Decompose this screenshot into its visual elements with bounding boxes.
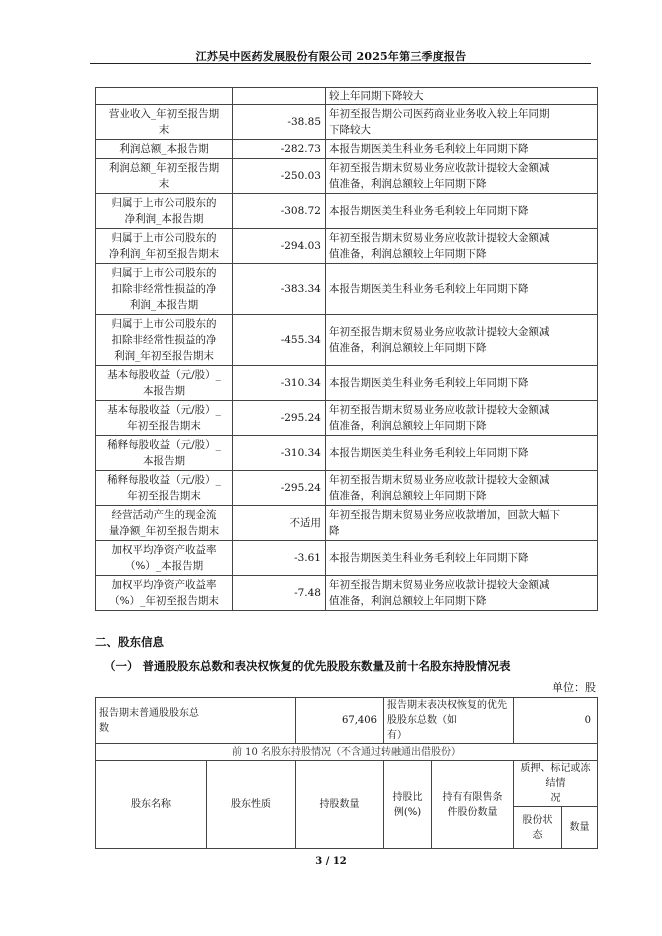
change-value-cell: -250.03	[233, 159, 326, 194]
total-holders-value: 67,406	[296, 698, 384, 744]
table-row-continuation	[96, 88, 598, 105]
table-row	[96, 105, 598, 140]
table-row	[96, 506, 598, 541]
change-value-cell: -282.73	[233, 140, 326, 159]
change-value-cell: -383.34	[233, 264, 326, 315]
table-row	[96, 541, 598, 576]
table-row	[96, 471, 598, 506]
reason-cell: 本报告期医美生科业务毛利较上年同期下降	[326, 194, 598, 229]
item-cell: 营业收入_年初至报告期 末	[96, 105, 233, 140]
reason-cell: 本报告期医美生科业务毛利较上年同期下降	[326, 264, 598, 315]
col-holder-nature: 股东性质	[207, 761, 296, 849]
reason-cell: 年初至报告期末贸易业务应收款计提较大金额减 值准备，利润总额较上年同期下降	[326, 576, 598, 611]
reason-cell: 年初至报告期末贸易业务应收款增加，回款大幅下 降	[326, 506, 598, 541]
change-value-cell: -38.85	[233, 105, 326, 140]
page-number: 3 / 12	[315, 856, 347, 867]
item-cell: 基本每股收益（元/股）_ 本报告期	[96, 366, 233, 401]
item-cell: 经营活动产生的现金流 量净额_年初至报告期末	[96, 506, 233, 541]
table-row	[96, 315, 598, 366]
change-value-cell: 不适用	[233, 506, 326, 541]
total-holders-row	[96, 698, 598, 744]
unit-label: 单位：股	[552, 681, 596, 694]
item-cell: 归属于上市公司股东的 扣除非经常性损益的净 利润_年初至报告期末	[96, 315, 233, 366]
table-row	[96, 264, 598, 315]
reason-cell: 年初至报告期末贸易业务应收款计提较大金额减 值准备，利润总额较上年同期下降	[326, 159, 598, 194]
preferred-holders-value: 0	[514, 698, 598, 744]
table-row	[96, 366, 598, 401]
reason-cell: 年初至报告期末贸易业务应收款计提较大金额减 值准备，利润总额较上年同期下降	[326, 401, 598, 436]
col-shares: 持股数量	[296, 761, 384, 849]
table-row	[96, 159, 598, 194]
header-rule	[90, 63, 591, 64]
reason-cell: 较上年同期下降较大	[326, 88, 598, 105]
top10-caption: 前 10 名股东持股情况（不含通过转融通出借股份）	[96, 744, 598, 761]
reason-cell: 本报告期医美生科业务毛利较上年同期下降	[326, 541, 598, 576]
reason-cell: 年初至报告期末贸易业务应收款计提较大金额减 值准备，利润总额较上年同期下降	[326, 471, 598, 506]
table-row	[96, 194, 598, 229]
item-cell: 利润总额_本报告期	[96, 140, 233, 159]
col-pledge-qty: 数量	[562, 807, 598, 849]
section-title: 二、股东信息	[95, 635, 164, 649]
shareholder-table	[95, 697, 598, 849]
change-value-cell: -310.34	[233, 366, 326, 401]
table-row	[96, 401, 598, 436]
table-row	[96, 140, 598, 159]
item-cell: 基本每股收益（元/股）_ 年初至报告期末	[96, 401, 233, 436]
col-holder-name: 股东名称	[96, 761, 207, 849]
change-value-cell: -295.24	[233, 471, 326, 506]
item-cell: 稀释每股收益（元/股）_ 年初至报告期末	[96, 471, 233, 506]
item-cell: 加权平均净资产收益率 （%）_年初至报告期末	[96, 576, 233, 611]
change-value-cell: -308.72	[233, 194, 326, 229]
item-cell: 归属于上市公司股东的 净利润_年初至报告期末	[96, 229, 233, 264]
change-reason-table	[95, 87, 598, 611]
change-value-cell: -295.24	[233, 401, 326, 436]
col-pledge-status: 股份状 态	[514, 807, 562, 849]
preferred-holders-label: 报告期末表决权恢复的优先股股东总数（如 有）	[384, 698, 514, 744]
reason-cell: 本报告期医美生科业务毛利较上年同期下降	[326, 140, 598, 159]
top10-caption-row	[96, 744, 598, 761]
reason-cell: 年初至报告期末贸易业务应收款计提较大金额减 值准备，利润总额较上年同期下降	[326, 229, 598, 264]
item-cell: 加权平均净资产收益率 （%）_本报告期	[96, 541, 233, 576]
change-value-cell: -294.03	[233, 229, 326, 264]
item-cell: 归属于上市公司股东的 净利润_本报告期	[96, 194, 233, 229]
table-row	[96, 576, 598, 611]
change-value-cell: -455.34	[233, 315, 326, 366]
change-value-cell: -310.34	[233, 436, 326, 471]
table-row	[96, 229, 598, 264]
table-row	[96, 436, 598, 471]
col-ratio: 持股比 例(%)	[384, 761, 432, 849]
col-pledge-group: 质押、标记或冻结情 况	[514, 761, 598, 807]
item-cell: 归属于上市公司股东的 扣除非经常性损益的净 利润_本报告期	[96, 264, 233, 315]
change-value-cell: -7.48	[233, 576, 326, 611]
reason-cell: 年初至报告期公司医药商业业务收入较上年同期 下降较大	[326, 105, 598, 140]
item-cell: 稀释每股收益（元/股）_ 本报告期	[96, 436, 233, 471]
column-header-row-1	[96, 761, 598, 807]
item-cell: 利润总额_年初至报告期 末	[96, 159, 233, 194]
subsection-title: （一） 普通股股东总数和表决权恢复的优先股股东数量及前十名股东持股情况表	[104, 659, 511, 673]
col-restricted: 持有有限售条 件股份数量	[432, 761, 514, 849]
total-holders-label: 报告期末普通股股东总 数	[96, 698, 296, 744]
reason-cell: 本报告期医美生科业务毛利较上年同期下降	[326, 436, 598, 471]
reason-cell: 本报告期医美生科业务毛利较上年同期下降	[326, 366, 598, 401]
report-header-title: 江苏吴中医药发展股份有限公司 2025年第三季度报告	[195, 50, 467, 63]
change-value-cell: -3.61	[233, 541, 326, 576]
reason-cell: 年初至报告期末贸易业务应收款计提较大金额减 值准备，利润总额较上年同期下降	[326, 315, 598, 366]
